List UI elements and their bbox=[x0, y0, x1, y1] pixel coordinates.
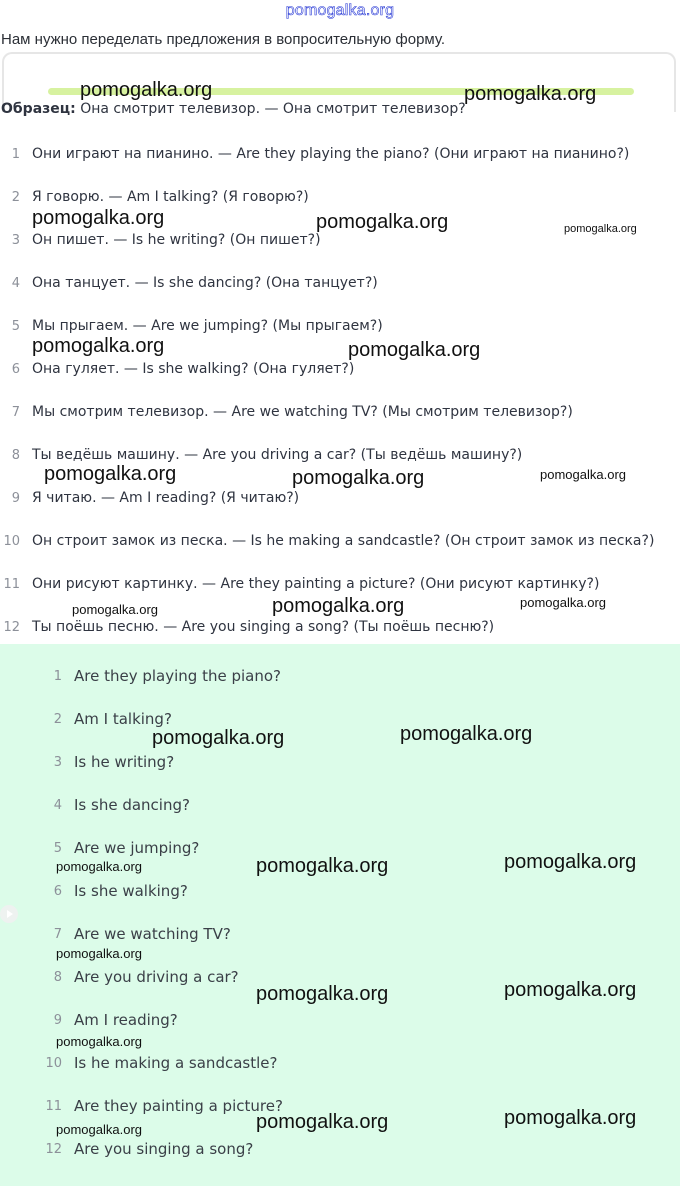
watermark: pomogalka.org bbox=[56, 859, 142, 874]
watermark: pomogalka.org bbox=[540, 467, 626, 482]
answer-text: Is he writing? bbox=[74, 753, 175, 771]
watermark: pomogalka.org bbox=[316, 211, 449, 233]
watermark: pomogalka.org bbox=[292, 467, 425, 489]
answer-text: Is she dancing? bbox=[74, 796, 190, 814]
watermark: pomogalka.org bbox=[256, 983, 389, 1005]
watermark: pomogalka.org bbox=[80, 79, 213, 101]
answer-text: Are you driving a car? bbox=[74, 968, 239, 986]
sample-text: Она смотрит телевизор. — Она смотрит телевизор? bbox=[75, 101, 466, 117]
question-number: 7 bbox=[11, 405, 20, 420]
question-text: Мы смотрим телевизор. — Are we watching TV? (Мы смотрим телевизор?) bbox=[32, 404, 573, 420]
watermark: pomogalka.org bbox=[56, 946, 142, 961]
question-text: Я говорю. — Am I talking? (Я говорю?) bbox=[32, 189, 309, 205]
question-number: 10 bbox=[3, 534, 20, 549]
answer-number: 12 bbox=[45, 1142, 62, 1157]
question-number: 6 bbox=[11, 362, 20, 377]
answer-text: Are we watching TV? bbox=[74, 925, 231, 943]
answer-text: Is he making a sandcastle? bbox=[74, 1054, 278, 1072]
answer-number: 8 bbox=[53, 970, 62, 985]
answer-number: 4 bbox=[53, 798, 62, 813]
watermark: pomogalka.org bbox=[400, 723, 533, 745]
answer-text: Am I talking? bbox=[74, 710, 172, 728]
question-text: Он строит замок из песка. — Is he making a sandcastle? (Он строит замок из песка?) bbox=[32, 533, 655, 549]
task-instruction: Нам нужно переделать предложения в вопросительную форму. bbox=[1, 31, 446, 48]
watermark: pomogalka.org bbox=[464, 83, 597, 105]
sample-line bbox=[1, 101, 466, 117]
question-text: Ты ведёшь машину. — Are you driving a car? (Ты ведёшь машину?) bbox=[32, 447, 523, 463]
question-number: 3 bbox=[11, 233, 20, 248]
watermark: pomogalka.org bbox=[504, 851, 637, 873]
answer-text: Is she walking? bbox=[74, 882, 188, 900]
watermark: pomogalka.org bbox=[32, 207, 165, 229]
question-number: 1 bbox=[11, 147, 20, 162]
question-text: Она гуляет. — Is she walking? (Она гуляет?) bbox=[32, 361, 355, 377]
question-text: Он пишет. — Is he writing? (Он пишет?) bbox=[32, 232, 321, 248]
watermark: pomogalka.org bbox=[32, 335, 165, 357]
play-icon[interactable] bbox=[0, 905, 18, 923]
watermark: pomogalka.org bbox=[348, 339, 481, 361]
watermark: pomogalka.org bbox=[504, 979, 637, 1001]
answer-number: 6 bbox=[53, 884, 62, 899]
answer-text: Are you singing a song? bbox=[74, 1140, 254, 1158]
answer-number: 1 bbox=[53, 669, 62, 684]
answer-text: Are they painting a picture? bbox=[74, 1097, 283, 1115]
question-text: Они рисуют картинку. — Are they painting a picture? (Они рисуют картинку?) bbox=[32, 576, 600, 592]
answer-number: 11 bbox=[45, 1099, 62, 1114]
watermark: pomogalka.org bbox=[152, 727, 285, 749]
question-text: Я читаю. — Am I reading? (Я читаю?) bbox=[32, 490, 300, 506]
question-number: 8 bbox=[11, 448, 20, 463]
sample-label: Образец: bbox=[1, 101, 76, 117]
question-text: Мы прыгаем. — Are we jumping? (Мы прыгаем?) bbox=[32, 318, 383, 334]
answer-number: 3 bbox=[53, 755, 62, 770]
answer-text: Am I reading? bbox=[74, 1011, 178, 1029]
question-number: 12 bbox=[3, 620, 20, 635]
watermark: pomogalka.org bbox=[256, 1111, 389, 1133]
question-number: 9 bbox=[11, 491, 20, 506]
answer-number: 7 bbox=[53, 927, 62, 942]
question-number: 4 bbox=[11, 276, 20, 291]
answer-text: Are we jumping? bbox=[74, 839, 200, 857]
question-text: Она танцует. — Is she dancing? (Она танцует?) bbox=[32, 275, 378, 291]
question-number: 2 bbox=[11, 190, 20, 205]
answer-number: 2 bbox=[53, 712, 62, 727]
question-text: Ты поёшь песню. — Are you singing a song? (Ты поёшь песню?) bbox=[32, 619, 495, 635]
answer-text: Are they playing the piano? bbox=[74, 667, 281, 685]
watermark: pomogalka.org bbox=[72, 602, 158, 617]
watermark: pomogalka.org bbox=[256, 855, 389, 877]
watermark: pomogalka.org bbox=[44, 463, 177, 485]
answer-number: 5 bbox=[53, 841, 62, 856]
watermark: pomogalka.org bbox=[56, 1122, 142, 1137]
question-number: 11 bbox=[3, 577, 20, 592]
watermark: pomogalka.org bbox=[504, 1107, 637, 1129]
watermark: pomogalka.org bbox=[520, 595, 606, 610]
question-number: 5 bbox=[11, 319, 20, 334]
site-title[interactable]: pomogalka.org bbox=[285, 2, 395, 19]
question-text: Они играют на пианино. — Are they playing the piano? (Они играют на пианино?) bbox=[32, 146, 630, 162]
watermark: pomogalka.org bbox=[564, 223, 637, 235]
answer-number: 9 bbox=[53, 1013, 62, 1028]
watermark: pomogalka.org bbox=[56, 1034, 142, 1049]
answer-number: 10 bbox=[45, 1056, 62, 1071]
watermark: pomogalka.org bbox=[272, 595, 405, 617]
